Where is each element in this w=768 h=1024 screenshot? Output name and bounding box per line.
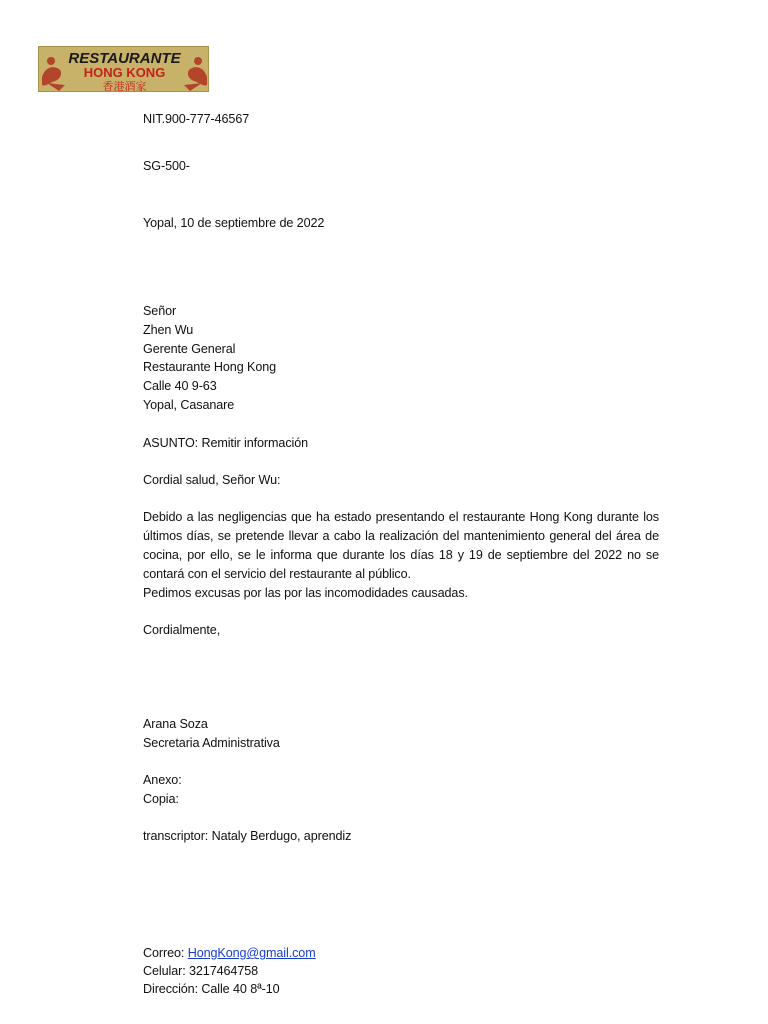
recipient-title: Gerente General (143, 342, 236, 356)
recipient-address: Calle 40 9-63 (143, 379, 217, 393)
logo-subtitle: HONG KONG (83, 65, 166, 80)
logo-graphic (39, 47, 209, 92)
signature-name: Arana Soza (143, 717, 208, 731)
nit-number: NIT.900-777-46567 (143, 112, 250, 126)
logo-chinese-name: 香港酒家 (102, 80, 147, 92)
reference-number: SG-500- (143, 159, 190, 173)
recipient-company: Restaurante Hong Kong (143, 360, 277, 374)
place-date: Yopal, 10 de septiembre de 2022 (143, 216, 325, 230)
footer-email (143, 945, 316, 961)
restaurant-logo (38, 46, 209, 92)
closing: Cordialmente, (143, 623, 221, 637)
annex-label: Anexo: (143, 773, 182, 787)
email-label: Correo: (143, 946, 188, 960)
copy-label: Copia: (143, 792, 179, 806)
subject-line: ASUNTO: Remitir información (143, 436, 309, 450)
body-apology: Pedimos excusas por las por las incomodidades causadas. (143, 586, 468, 600)
signature-role: Secretaria Administrativa (143, 736, 280, 750)
greeting: Cordial salud, Señor Wu: (143, 473, 281, 487)
recipient-salutation: Señor (143, 304, 177, 318)
recipient-city: Yopal, Casanare (143, 398, 235, 412)
recipient-name: Zhen Wu (143, 323, 194, 337)
body-paragraph: Debido a las negligencias que ha estado presentando el restaurante Hong Kong durante los últimos días, se pretende llevar a cabo la realización del mantenimiento general del área de cocina, por ello, se le informa que durante los días 18 y 19 de septiembre del 2022 no se contará con el servicio del restaurante al público. (143, 510, 659, 581)
footer-phone: Celular: 3217464758 (143, 964, 259, 978)
letter-body (143, 508, 659, 603)
transcriptor-line: transcriptor: Nataly Berdugo, aprendiz (143, 829, 352, 843)
email-link[interactable]: HongKong@gmail.com (187, 946, 316, 960)
logo-title: RESTAURANTE (68, 50, 181, 67)
footer-address: Dirección: Calle 40 8ª-10 (143, 982, 280, 996)
